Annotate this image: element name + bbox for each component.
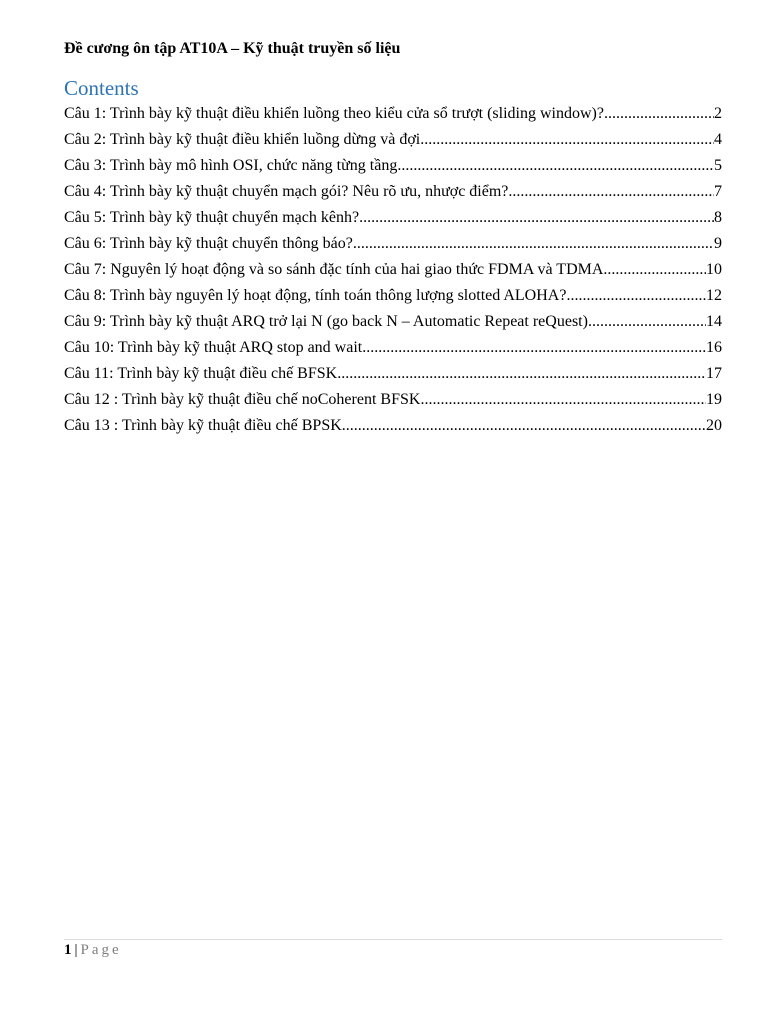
footer-divider [64, 939, 722, 940]
toc-dot-leader [588, 309, 706, 335]
toc-entry-page: 10 [706, 261, 722, 278]
toc-entry[interactable] [64, 127, 722, 153]
toc-entry-text: Câu 11: Trình bày kỹ thuật điều chế BFSK [64, 365, 338, 382]
footer-page-number: 1 [64, 942, 72, 958]
toc-entry-text: Câu 4: Trình bày kỹ thuật chuyển mạch gói? Nêu rõ ưu, nhược điểm? [64, 183, 509, 200]
toc-entry[interactable] [64, 205, 722, 231]
toc-entry-page: 16 [706, 339, 722, 356]
toc-dot-leader [359, 205, 714, 231]
toc-dot-leader [604, 101, 714, 127]
toc-entry-text: Câu 7: Nguyên lý hoạt động và so sánh đặc tính của hai giao thức FDMA và TDMA [64, 261, 604, 278]
toc-entry[interactable] [64, 257, 722, 283]
toc-entry-page: 4 [714, 131, 722, 148]
toc-entry-text: Câu 10: Trình bày kỹ thuật ARQ stop and wait [64, 339, 363, 356]
toc-entry-page: 20 [706, 417, 722, 434]
toc-entry[interactable] [64, 153, 722, 179]
toc-entry-page: 7 [714, 183, 722, 200]
toc-entry-page: 12 [706, 287, 722, 304]
toc-entry[interactable] [64, 387, 722, 413]
toc-dot-leader [397, 153, 714, 179]
toc-entry[interactable] [64, 413, 722, 439]
toc-dot-leader [566, 283, 706, 309]
document-header-title: Đề cương ôn tập AT10A – Kỹ thuật truyền số liệu [64, 40, 401, 57]
toc-entry-text: Câu 1: Trình bày kỹ thuật điều khiển luồng theo kiểu cửa sổ trượt (sliding window)? [64, 105, 604, 122]
toc-entry-text: Câu 8: Trình bày nguyên lý hoạt động, tính toán thông lượng slotted ALOHA? [64, 287, 567, 304]
footer-page-label: Page [80, 942, 122, 958]
toc-entry-page: 2 [714, 105, 722, 122]
toc-entry-page: 8 [714, 209, 722, 226]
toc-entry-text: Câu 6: Trình bày kỹ thuật chuyển thông báo? [64, 235, 353, 252]
toc-entry[interactable] [64, 231, 722, 257]
toc-dot-leader [342, 413, 706, 439]
toc-entry[interactable] [64, 179, 722, 205]
footer-separator: | [74, 942, 78, 958]
toc-entry-text: Câu 3: Trình bày mô hình OSI, chức năng từng tầng [64, 157, 398, 174]
toc-entry[interactable] [64, 361, 722, 387]
toc-entry-text: Câu 13 : Trình bày kỹ thuật điều chế BPSK [64, 417, 342, 434]
toc-entry[interactable] [64, 283, 722, 309]
toc-entry-page: 9 [714, 235, 722, 252]
table-of-contents [64, 101, 722, 439]
toc-entry-page: 19 [706, 391, 722, 408]
toc-dot-leader [362, 335, 706, 361]
toc-dot-leader [420, 127, 714, 153]
toc-dot-leader [353, 231, 714, 257]
toc-entry[interactable] [64, 335, 722, 361]
toc-entry-text: Câu 2: Trình bày kỹ thuật điều khiển luồng dừng và đợi [64, 131, 421, 148]
toc-entry-page: 14 [706, 313, 722, 330]
toc-entry-page: 17 [706, 365, 722, 382]
toc-entry[interactable] [64, 309, 722, 335]
toc-dot-leader [420, 387, 706, 413]
toc-dot-leader [508, 179, 714, 205]
toc-dot-leader [603, 257, 706, 283]
toc-entry-text: Câu 5: Trình bày kỹ thuật chuyển mạch kênh? [64, 209, 360, 226]
page-footer [64, 942, 122, 959]
toc-heading: Contents [64, 76, 139, 100]
toc-dot-leader [337, 361, 706, 387]
toc-entry-text: Câu 12 : Trình bày kỹ thuật điều chế noCoherent BFSK [64, 391, 421, 408]
toc-entry-page: 5 [714, 157, 722, 174]
toc-entry-text: Câu 9: Trình bày kỹ thuật ARQ trở lại N (go back N – Automatic Repeat reQuest) [64, 313, 588, 330]
toc-entry[interactable] [64, 101, 722, 127]
